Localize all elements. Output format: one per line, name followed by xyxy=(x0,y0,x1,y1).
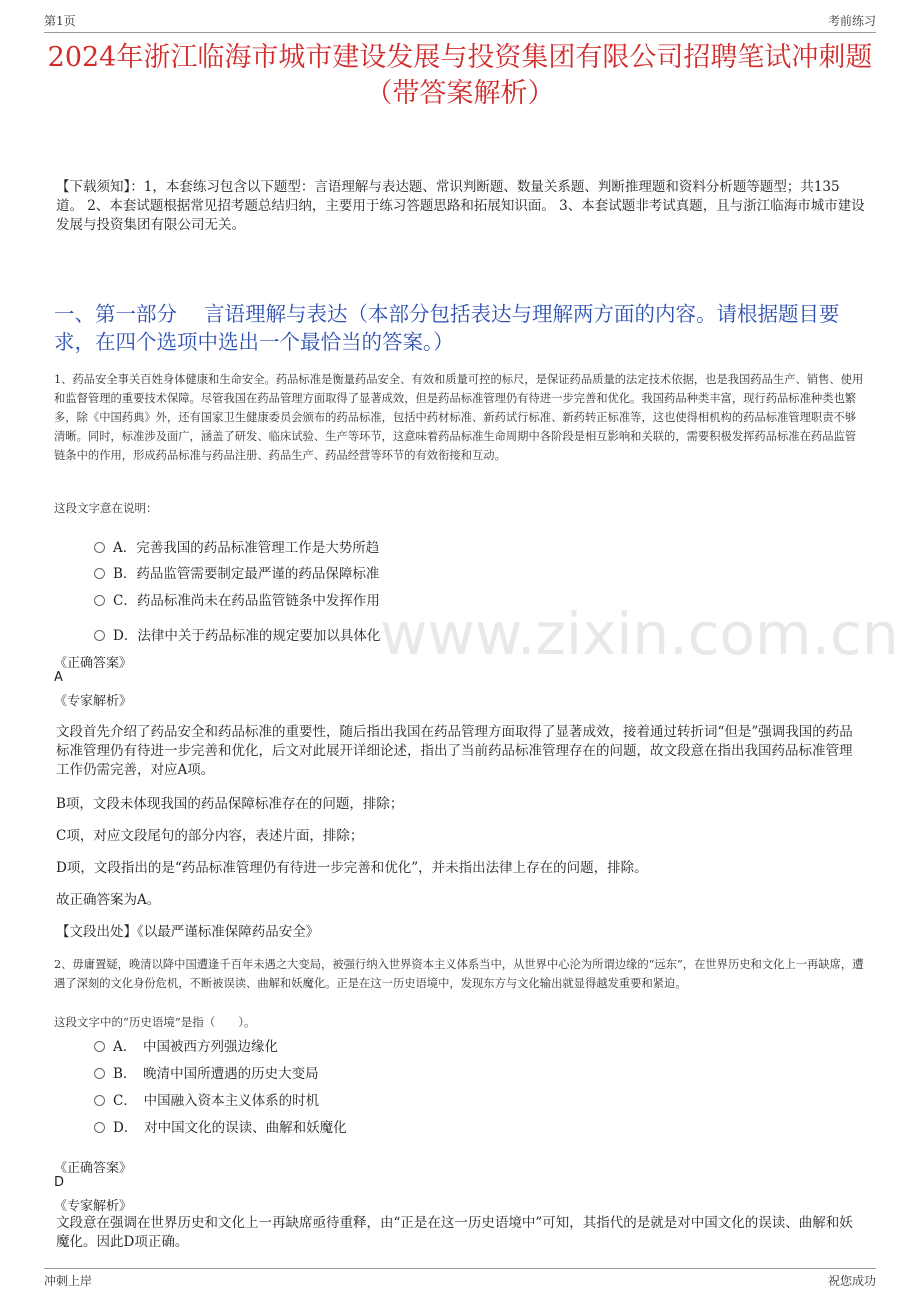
section-heading: 一、第一部分 言语理解与表达（本部分包括表达与理解两方面的内容。请根据题目要求，在四个选项中选出一个最恰当的答案。） xyxy=(54,302,840,354)
header-rule xyxy=(44,32,876,33)
document-title: 2024年浙江临海市城市建设发展与投资集团有限公司招聘笔试冲刺题（带答案解析） xyxy=(47,42,873,109)
footer-rule xyxy=(44,1268,876,1269)
footer-left: 冲刺上岸 xyxy=(44,1274,93,1288)
radio-icon[interactable] xyxy=(94,595,105,606)
radio-icon[interactable] xyxy=(94,1041,105,1052)
q2-answer-label: 《正确答案》 xyxy=(54,1161,133,1176)
q2-option-d[interactable]: D． 对中国文化的误读、曲解和妖魔化 xyxy=(94,1116,347,1136)
q1-stem: 1、药品安全事关百姓身体健康和生命安全。药品标准是衡量药品安全、有效和质量可控的标尺，是保证药品质量的法定技术依据，也是我国药品生产、销售、使用和监督管理的重要技术保障。尽管我国在药品管理方面取得了显著成效，但是药品标准管理仍有待进一步完善和优化。我国药品种类丰富，现行药品标准种类也繁多，除《中国药典》外，还有国家卫生健康委员会颁布的药品标准，包括中药材标准、新药试行标准、新药转正标准等，这也使得相机构的药品标准管理职责不够清晰。同时，标准涉及面广，涵盖了研发、临床试验、生产等环节，这意味着药品标准生命周期中各阶段是相互影响和关联的，需要积极发挥药品标准在药品监管链条中的作用，形成药品标准与药品注册、药品生产、药品经营等环节的有效衔接和互动。 xyxy=(54,373,864,462)
radio-icon[interactable] xyxy=(94,1095,105,1106)
q2-stem: 2、毋庸置疑，晚清以降中国遭逢千百年未遇之大变局，被强行纳入世界资本主义体系当中，从世界中心沦为所谓边缘的“远东”，在世界历史和文化上一再缺席，遭遇了深刻的文化身份危机，不断被误读、曲解和妖魔化。正是在这一历史语境中，发现东方与文化输出就显得越发重要和紧迫。 xyxy=(54,958,864,990)
q2-option-c[interactable]: C． 中国融入资本主义体系的时机 xyxy=(94,1089,319,1109)
q1-analysis-main: 文段首先介绍了药品安全和药品标准的重要性，随后指出我国在药品管理方面取得了显著成效，接着通过转折词“但是”强调我国的药品标准管理仍有待进一步完善和优化，后文对此展开详细论述，指出了当前药品标准管理存在的问题，故文段意在指出我国药品标准管理工作仍需完善，对应A项。 xyxy=(56,724,853,778)
page-header xyxy=(44,12,876,32)
q1-analysis-b: B项，文段未体现我国的药品保障标准存在的问题，排除； xyxy=(56,796,404,812)
q1-answer-label: 《正确答案》 xyxy=(54,656,133,671)
q2-analysis: 文段意在强调在世界历史和文化上一再缺席亟待重释，由“正是在这一历史语境中”可知，其指代的是就是对中国文化的误读、曲解和妖魔化。因此D项正确。 xyxy=(56,1215,853,1250)
header-tag: 考前练习 xyxy=(827,14,876,28)
q2-analysis-label: 《专家解析》 xyxy=(54,1199,133,1214)
download-notice: 【下载须知】：1，本套练习包含以下题型：言语理解与表达题、常识判断题、数量关系题、判断推理题和资料分析题等题型；共135道。 2、本套试题根据常见招考题总结归纳，主要用于练习答题思路和拓展知识面。 3、本套试题非考试真题，且与浙江临海市城市建设发展与投资集团有限公司无关。 xyxy=(56,179,865,233)
q1-analysis-label: 《专家解析》 xyxy=(54,694,133,709)
radio-icon[interactable] xyxy=(94,568,105,579)
q1-answer: A xyxy=(54,670,63,685)
page-number: 第1页 xyxy=(44,14,76,28)
q1-analysis-conclusion: 故正确答案为A。 xyxy=(56,892,161,908)
watermark: www.zixin.com.cn xyxy=(380,600,899,668)
radio-icon[interactable] xyxy=(94,630,105,641)
radio-icon[interactable] xyxy=(94,1068,105,1079)
footer-right: 祝您成功 xyxy=(827,1274,876,1288)
q1-prompt: 这段文字意在说明： xyxy=(54,501,158,515)
q1-option-a[interactable]: A．完善我国的药品标准管理工作是大势所趋 xyxy=(94,536,379,556)
q2-prompt: 这段文字中的“历史语境”是指（ ）。 xyxy=(54,1015,256,1029)
q1-source: 【文段出处】《以最严谨标准保障药品安全》 xyxy=(56,924,320,940)
q2-option-a[interactable]: A． 中国被西方列强边缘化 xyxy=(94,1035,278,1055)
q1-analysis-d: D项，文段指出的是“药品标准管理仍有待进一步完善和优化”，并未指出法律上存在的问题，排除。 xyxy=(56,860,648,876)
radio-icon[interactable] xyxy=(94,542,105,553)
radio-icon[interactable] xyxy=(94,1122,105,1133)
q1-option-c[interactable]: C．药品标准尚未在药品监管链条中发挥作用 xyxy=(94,589,380,609)
q1-option-d[interactable]: D．法律中关于药品标准的规定要加以具体化 xyxy=(94,624,380,644)
q1-analysis-c: C项，对应文段尾句的部分内容，表述片面，排除； xyxy=(56,828,364,844)
q1-option-b[interactable]: B．药品监管需要制定最严谨的药品保障标准 xyxy=(94,562,379,582)
q2-answer: D xyxy=(54,1175,65,1190)
q2-option-b[interactable]: B． 晚清中国所遭遇的历史大变局 xyxy=(94,1062,319,1082)
